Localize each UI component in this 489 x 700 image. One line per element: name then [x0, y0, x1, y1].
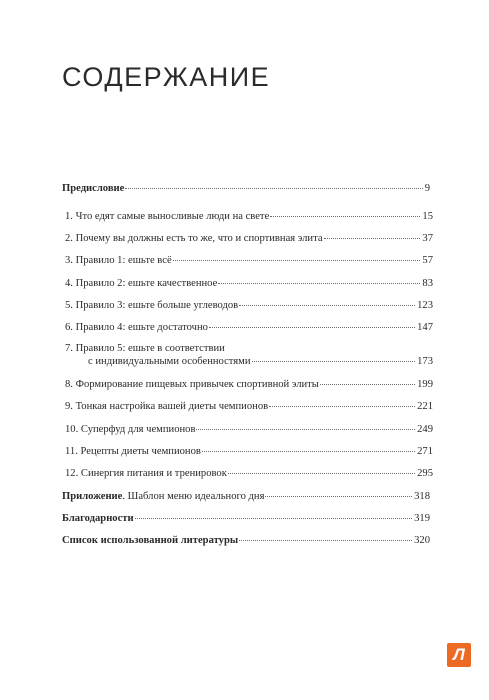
toc-page-number: 319 [414, 513, 430, 524]
dot-leader [269, 406, 415, 407]
dot-leader [209, 327, 415, 328]
toc-entry-label: Предисловие [62, 183, 125, 194]
toc-entry-acknowledgements[interactable] [62, 512, 430, 525]
dot-leader [324, 238, 421, 239]
toc-entry-label: 6. Правило 4: ешьте достаточно [65, 322, 208, 333]
toc-page-number: 249 [417, 424, 433, 435]
toc-page-number: 271 [417, 446, 433, 457]
toc-entry-chapter-6[interactable] [62, 321, 433, 334]
publisher-logo-icon [447, 643, 471, 667]
toc-page-number: 37 [422, 233, 433, 244]
toc-entry-label-bold: Приложение [62, 491, 123, 502]
dot-leader [320, 384, 415, 385]
toc-entry-chapter-3[interactable] [62, 254, 433, 267]
toc-entry-label-continued: с индивидуальными особенностями [88, 356, 251, 367]
toc-entry-chapter-9[interactable] [62, 400, 433, 413]
toc-entry-preface[interactable] [62, 182, 430, 195]
publisher-logo-letter: Л [453, 645, 465, 664]
toc-entry-chapter-7[interactable] [62, 355, 433, 368]
toc-entry-label: 7. Правило 5: ешьте в соответствии [65, 343, 225, 354]
toc-entry-label: 10. Суперфуд для чемпионов [65, 424, 196, 435]
dot-leader [196, 429, 415, 430]
toc-page-number: 199 [417, 379, 433, 390]
toc-entry-chapter-11[interactable] [62, 445, 433, 458]
toc-entry-chapter-5[interactable] [62, 299, 433, 312]
toc-page-number: 320 [414, 535, 430, 546]
toc-page-number: 57 [422, 255, 433, 266]
toc-page-number: 221 [417, 401, 433, 412]
dot-leader [239, 305, 415, 306]
toc-entry-label: 4. Правило 2: ешьте качественное [65, 278, 218, 289]
toc-entry-label: 3. Правило 1: ешьте всё [65, 255, 172, 266]
dot-leader [239, 540, 412, 541]
toc-page-number: 173 [417, 356, 433, 367]
toc-entry-label: 11. Рецепты диеты чемпионов [65, 446, 201, 457]
toc-entry-label: Список использованной литературы [62, 535, 239, 546]
dot-leader [125, 188, 422, 189]
toc-page-number: 318 [414, 491, 430, 502]
toc-entry-label-rest: . Шаблон меню идеального дня [122, 491, 265, 502]
dot-leader [265, 496, 412, 497]
toc-page-number: 295 [417, 468, 433, 479]
toc-entry-chapter-8[interactable] [62, 378, 433, 391]
toc-entry-label: 8. Формирование пищевых привычек спортивной элиты [65, 379, 319, 390]
dot-leader [218, 283, 420, 284]
toc-entry-label: 12. Синергия питания и тренировок [65, 468, 227, 479]
page-title: СОДЕРЖАНИЕ [62, 62, 271, 92]
toc-page-number: 147 [417, 322, 433, 333]
toc-entry-label [62, 490, 264, 503]
toc-entry-label: Благодарности [62, 513, 134, 524]
toc-entry-chapter-12[interactable] [62, 467, 433, 480]
dot-leader [135, 518, 413, 519]
dot-leader [252, 361, 416, 362]
toc-entry-label: 5. Правило 3: ешьте больше углеводов [65, 300, 239, 311]
toc-entry-chapter-4[interactable] [62, 277, 433, 290]
toc-entry-chapter-10[interactable] [62, 423, 433, 436]
dot-leader [270, 216, 420, 217]
toc-entry-chapter-2[interactable] [62, 232, 433, 245]
toc-entry-chapter-7-line1[interactable] [62, 342, 433, 355]
toc-entry-appendix[interactable] [62, 490, 430, 503]
toc-page-number: 9 [424, 183, 430, 194]
toc-page-number: 83 [422, 278, 433, 289]
toc-entry-label: 1. Что едят самые выносливые люди на свете [65, 211, 270, 222]
toc-entry-label: 9. Тонкая настройка вашей диеты чемпионов [65, 401, 269, 412]
dot-leader [173, 260, 421, 261]
dot-leader [202, 451, 415, 452]
toc-page-number: 15 [422, 211, 433, 222]
toc-page-number: 123 [417, 300, 433, 311]
toc-entry-bibliography[interactable] [62, 534, 430, 547]
toc-entry-label: 2. Почему вы должны есть то же, что и спортивная элита [65, 233, 323, 244]
toc-entry-chapter-1[interactable] [62, 210, 433, 223]
dot-leader [228, 473, 415, 474]
